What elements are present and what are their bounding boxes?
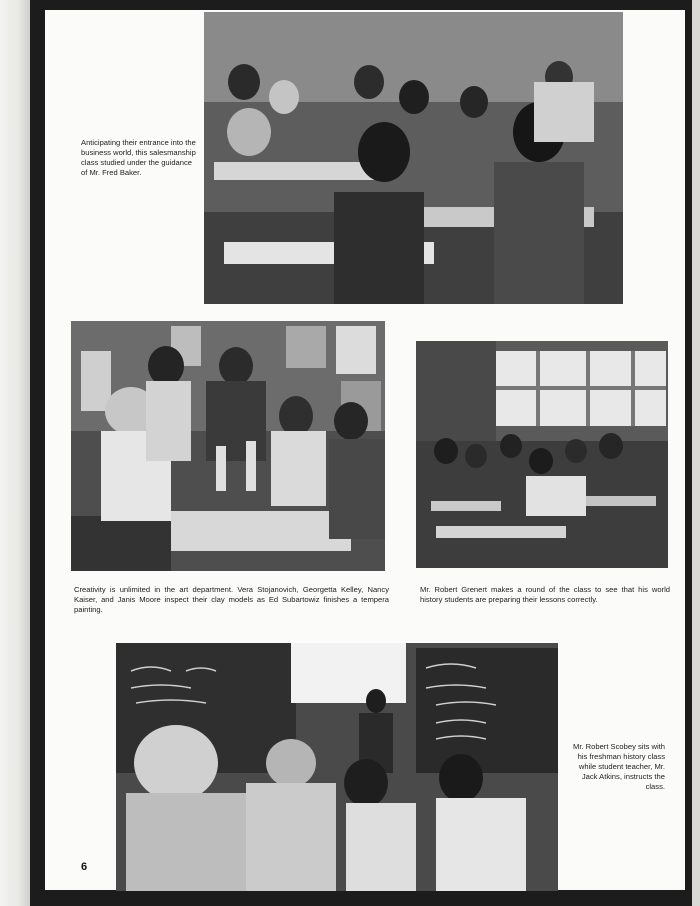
page-edge-right bbox=[692, 0, 700, 906]
salesmanship-caption: Anticipating their entrance into the business world, this salesmanship class studied under the guidance of Mr. Fred Baker. bbox=[81, 138, 196, 177]
art-department-caption: Creativity is unlimited in the art department. Vera Stojanovich, Georgetta Kelley, Nancy Kaiser, and Janis Moore inspect their clay models as Ed Subartowiz finishes a tempera painting. bbox=[74, 585, 389, 614]
page-edge-left bbox=[0, 0, 30, 906]
world-history-caption: Mr. Robert Grenert makes a round of the class to see that his world history students are preparing their lessons correctly. bbox=[420, 585, 670, 604]
freshman-history-photo bbox=[116, 643, 558, 891]
page-number: 6 bbox=[81, 861, 88, 873]
world-history-photo bbox=[416, 341, 668, 568]
yearbook-page bbox=[45, 10, 685, 890]
salesmanship-class-photo bbox=[204, 12, 623, 304]
art-department-photo bbox=[71, 321, 385, 571]
freshman-history-caption: Mr. Robert Scobey sits with his freshman history class while student teacher, Mr. Jack Atkins, instructs the class. bbox=[573, 742, 665, 791]
